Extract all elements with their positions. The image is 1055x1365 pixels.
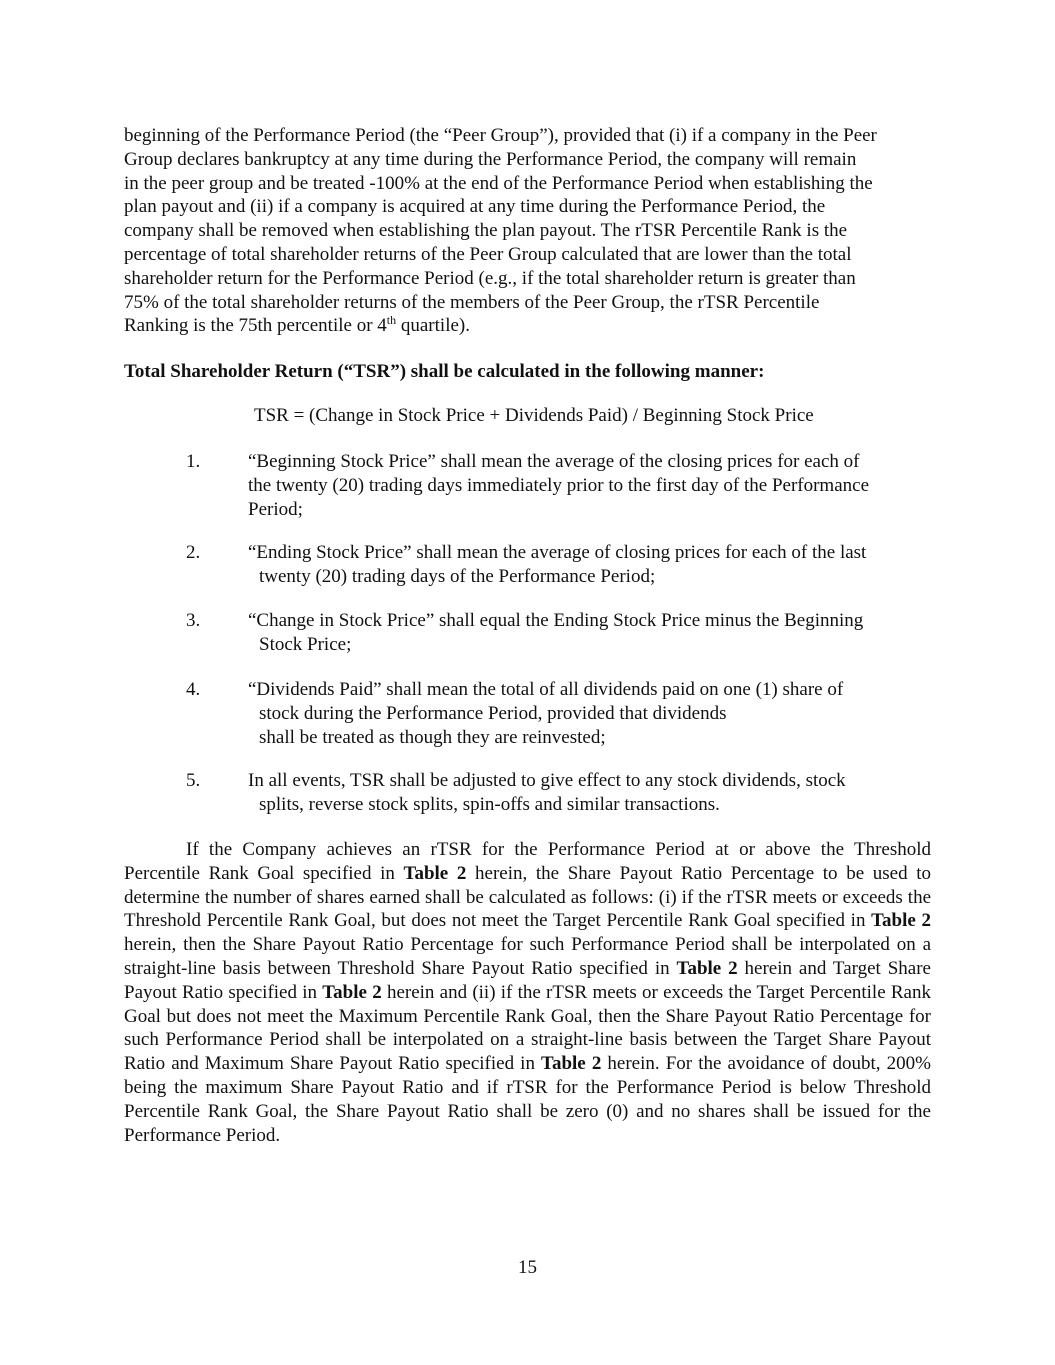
list-item-text: “Change in Stock Price” shall equal the Ending Stock Price minus the Beginning [248,610,864,631]
paragraph-text: herein and (ii) if the rTSR meets or exceeds the Target Percentile Rank Goal but does not meet the Maximum Percentile Rank Goal, then the Share Payout Ratio Percentage for such Performance Period shall be interpolated on a straight-line basis between the Target Share Payout Ratio and Maximum Share Payout Ratio specified in [124,981,931,1075]
paragraph-payout-ratio [124,838,931,1147]
table-reference: Table 2 [871,910,931,932]
list-item-text: “Ending Stock Price” shall mean the average of closing prices for each of the last [248,542,867,563]
paragraph-text: If the Company achieves an rTSR for the Performance Period at or above the Threshold Percentile Rank Goal specified in [124,839,931,884]
paragraph-line: 75% of the total shareholder returns of the members of the Peer Group, the rTSR Percentile [124,291,820,313]
list-item-text: “Beginning Stock Price” shall mean the average of the closing prices for each of [248,451,860,472]
page-number: 15 [518,1257,537,1278]
table-reference: Table 2 [322,981,382,1003]
table-reference: Table 2 [676,957,738,979]
paragraph-text: herein, then the Share Payout Ratio Percentage for such Performance Period shall be interpolated on a straight-line basis between Threshold Share Payout Ratio specified in [124,934,931,979]
table-reference: Table 2 [541,1053,602,1075]
list-item-text: shall be treated as though they are reinvested; [259,727,606,748]
list-item-text: Period; [248,499,303,520]
list-item-number: 1. [186,451,201,472]
ordinal-superscript: th [386,313,397,328]
paragraph-peer-group [124,124,931,338]
list-item-text: In all events, TSR shall be adjusted to give effect to any stock dividends, stock [248,770,846,791]
list-item-text: “Dividends Paid” shall mean the total of all dividends paid on one (1) share of [248,679,844,700]
list-item-text: Stock Price; [259,634,352,655]
paragraph-line: percentage of total shareholder returns of the Peer Group calculated that are lower than the total [124,243,852,265]
list-item-number: 4. [186,679,201,700]
paragraph-text: herein, the Share Payout Ratio Percentage to be used to determine the number of shares earned shall be calculated as follows: (i) if the rTSR meets or exceeds the Threshold Percentile Rank Goal, but does not meet the Target Percentile Rank Goal specified in [124,862,931,932]
paragraph-line: plan payout and (ii) if a company is acquired at any time during the Performance Period, the [124,196,826,218]
paragraph-line: company shall be removed when establishing the plan payout. The rTSR Percentile Rank is the [124,220,848,242]
list-item-text: stock during the Performance Period, provided that dividends [259,703,727,724]
paragraph-text: herein. For the avoidance of doubt, 200% being the maximum Share Payout Ratio and if rTSR for the Performance Period is below Threshold Percentile Rank Goal, the Share Payout Ratio shall be zero (0) and no shares shall be issued for the Performance Period. [124,1053,931,1146]
paragraph-line: Group declares bankruptcy at any time during the Performance Period, the company will remain [124,148,857,170]
paragraph-line: beginning of the Performance Period (the “Peer Group”), provided that (i) if a company in the Peer [124,125,877,146]
list-item-number: 3. [186,610,201,631]
list-item-text: splits, reverse stock splits, spin-offs and similar transactions. [259,794,720,815]
paragraph-line: in the peer group and be treated -100% at the end of the Performance Period when establishing the [124,172,873,194]
paragraph-text: herein and Target Share Payout Ratio specified in [124,957,931,1003]
section-heading: Total Shareholder Return (“TSR”) shall be calculated in the following manner: [124,361,765,382]
list-item-number: 5. [186,770,201,791]
paragraph-text: quartile). [396,315,470,337]
list-item-number: 2. [186,542,201,563]
paragraph-last-line [124,314,931,338]
tsr-formula: TSR = (Change in Stock Price + Dividends Paid) / Beginning Stock Price [254,405,814,426]
paragraph-line: shareholder return for the Performance Period (e.g., if the total shareholder return is greater than [124,267,856,289]
list-item-text: the twenty (20) trading days immediately prior to the first day of the Performance [248,475,870,496]
table-reference: Table 2 [403,862,467,884]
list-item-text: twenty (20) trading days of the Performance Period; [259,566,656,587]
paragraph-text: Ranking is the 75th percentile or 4 [124,315,387,337]
